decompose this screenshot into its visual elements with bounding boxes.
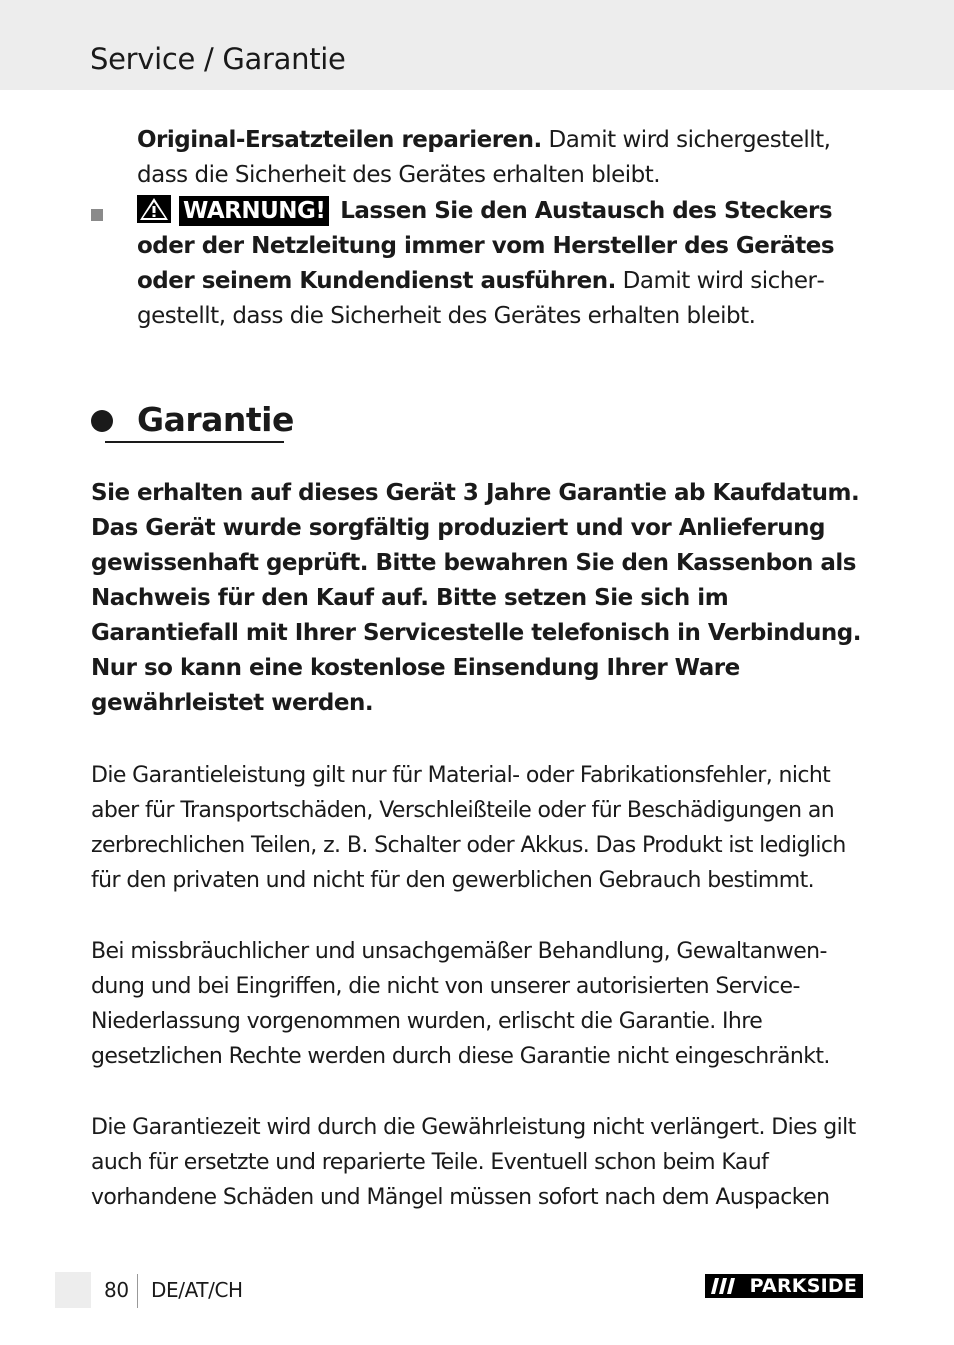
page-header-title: Service / Garantie <box>90 42 346 76</box>
footer-separator <box>137 1274 138 1308</box>
guarantee-bold-intro: Sie erhalten auf dieses Gerät 3 Jahre Garantie ab Kaufdatum. Das Gerät wurde sorgfältig produziert und vor Anlieferung gewissenhaft geprüft. Bitte bewahren Sie den Kassenbon als Nachweis für den Kauf auf. Bitte setzen Sie sich im Garantiefall mit Ihrer Servicestelle telefonisch in Verbindung. Nur so kann eine kostenlose Einsendung Ihrer Ware gewährleistet werden. <box>91 480 861 716</box>
intro-line2: dass die Sicherheit des Gerätes erhalten bleibt. <box>137 162 661 188</box>
brand-logo <box>705 1274 863 1298</box>
guarantee-paragraph-2: Bei missbräuchlicher und unsachgemäßer Behandlung, Gewaltanwendung und bei Eingriffen, die nicht von unserer autorisierten Service-Niederlassung vorgenommen wurden, erlischt die Garantie. Ihre gesetzlichen Rechte werden durch diese Garantie nicht eingeschränkt. <box>91 939 830 1069</box>
warning-label: WARNUNG! <box>179 196 329 226</box>
intro-paragraph <box>137 123 867 193</box>
page-number: 80 <box>104 1278 129 1302</box>
intro-bold: Original-Ersatzteilen reparieren. <box>137 127 542 153</box>
section-underline <box>105 441 284 443</box>
warning-normal-text: Damit wird sichergestellt, dass die Sicherheit des Gerätes erhalten bleibt. <box>137 268 825 329</box>
footer-languages: DE/AT/CH <box>151 1278 243 1302</box>
intro-rest: Damit wird sichergestellt, <box>541 127 831 153</box>
bullet-square <box>91 209 103 221</box>
warning-bold-text: Lassen Sie den Austausch des Steckers oder der Netzleitung immer vom Hersteller des Gerätes oder seinem Kundendienst ausführen. <box>137 198 835 294</box>
brand-name: PARKSIDE <box>749 1275 857 1297</box>
warning-paragraph <box>137 194 867 334</box>
section-bullet-icon <box>91 410 113 432</box>
footer-box <box>55 1272 91 1308</box>
warning-triangle-icon <box>137 195 171 223</box>
guarantee-paragraph-1: Die Garantieleistung gilt nur für Material- oder Fabrikationsfehler, nicht aber für Transportschäden, Verschleißteile oder für Beschädigungen an zerbrechlichen Teilen, z. B. Schalter oder Akkus. Das Produkt ist lediglich für den privaten und nicht für den gewerblichen Gebrauch bestimmt. <box>91 763 846 893</box>
logo-stripes-icon <box>709 1274 739 1298</box>
section-title: Garantie <box>137 400 294 439</box>
guarantee-paragraph-3: Die Garantiezeit wird durch die Gewährleistung nicht verlängert. Dies gilt auch für ersetzte und reparierte Teile. Eventuell schon beim Kauf vorhandene Schäden und Mängel müssen sofort nach dem Auspacken <box>91 1115 856 1210</box>
